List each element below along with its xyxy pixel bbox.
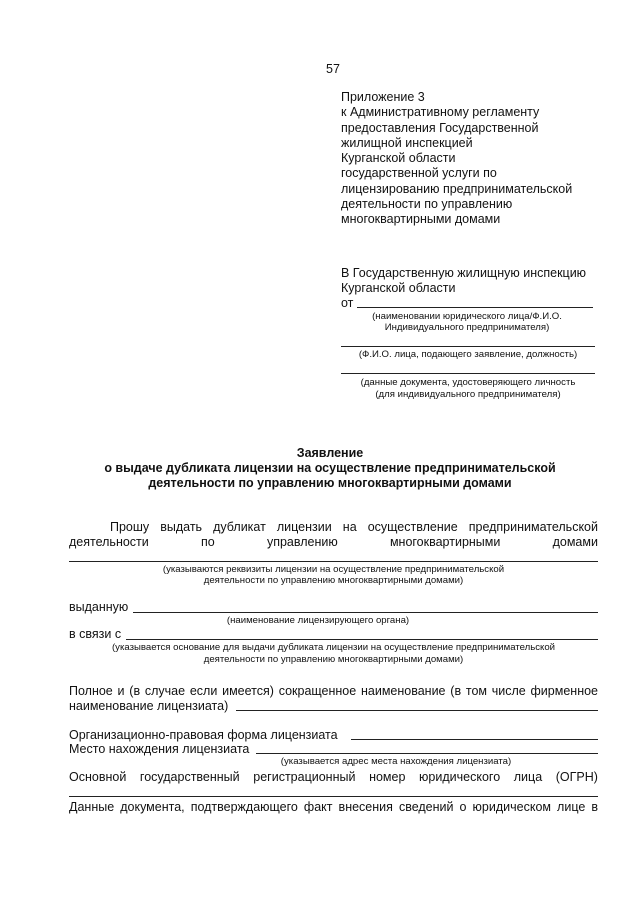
hint-reason: (указывается основание для выдачи дубликата лицензии на осуществление предпринимательской	[111, 642, 556, 653]
reason-label: в связи с	[69, 627, 122, 641]
fullname-line-1: Полное и (в случае если имеется) сокращенное наименование (в том числе фирменное	[69, 684, 598, 698]
fullname-line-2: наименование лицензиата)	[69, 699, 229, 713]
hint-person: (Ф.И.О. лица, подающего заявление, должность)	[358, 349, 578, 360]
from-label: от	[341, 296, 354, 310]
from-field-line[interactable]	[357, 307, 593, 308]
appendix-line: многоквартирными домами	[341, 212, 501, 227]
request-word: управлению	[266, 535, 338, 549]
org-form-label: Организационно-правовая форма лицензиата	[69, 728, 338, 742]
appendix-line: Приложение 3	[341, 90, 425, 104]
request-word: домами	[552, 535, 598, 549]
hint-issuer: (наименование лицензирующего органа)	[226, 615, 410, 626]
request-line-2	[69, 535, 598, 549]
issued-label: выданную	[69, 600, 129, 614]
request-line-1: Прошу выдать дубликат лицензии на осуществление предпринимательской	[110, 520, 598, 534]
request-word: деятельности	[69, 535, 149, 549]
ogrn-word: государственный	[139, 770, 240, 784]
id-document-field-line[interactable]	[341, 373, 595, 374]
addressee-line-2: Курганской области	[341, 281, 456, 295]
registry-data-line: Данные документа, подтверждающего факт внесения сведений о юридическом лице в	[69, 800, 598, 814]
appendix-line: предоставления Государственной	[341, 120, 539, 135]
appendix-line: деятельности по управлению	[341, 197, 513, 212]
title-line-3: деятельности по управлению многоквартирными домами	[148, 476, 512, 490]
hint-id-document: (данные документа, удостоверяющего личность	[360, 377, 576, 388]
ogrn-line	[69, 770, 598, 784]
ogrn-word: номер	[369, 770, 406, 784]
appendix-block	[341, 90, 572, 228]
hint-applicant-name: (наименовании юридического лица/Ф.И.О.	[372, 311, 562, 322]
ogrn-word: (ОГРН)	[555, 770, 598, 784]
request-word: многоквартирными	[389, 535, 501, 549]
appendix-line: лицензированию предпринимательской	[341, 181, 573, 196]
requisites-field-line[interactable]	[69, 561, 598, 562]
addressee-line-1: В Государственную жилищную инспекцию	[341, 266, 587, 280]
appendix-line: Курганской области	[341, 151, 456, 166]
ogrn-word: юридического	[419, 770, 501, 784]
hint-reason-2: деятельности по управлению многоквартирными домами)	[203, 654, 464, 665]
appendix-line: к Административному регламенту	[341, 105, 540, 120]
reason-field-line[interactable]	[126, 639, 598, 640]
hint-applicant-name-2: Индивидуального предпринимателя)	[384, 322, 550, 333]
issuer-field-line[interactable]	[133, 612, 598, 613]
hint-location: (указывается адрес места нахождения лицензиата)	[280, 756, 512, 767]
title-line-2: о выдаче дубликата лицензии на осуществление предпринимательской	[104, 461, 556, 475]
ogrn-field-line[interactable]	[69, 796, 598, 797]
hint-requisites-2: деятельности по управлению многоквартирными домами)	[203, 575, 464, 586]
location-label: Место нахождения лицензиата	[69, 742, 250, 756]
ogrn-word: лица	[513, 770, 543, 784]
location-field-line[interactable]	[256, 753, 598, 754]
person-field-line[interactable]	[341, 346, 595, 347]
request-word: по	[200, 535, 215, 549]
ogrn-word: регистрационный	[253, 770, 356, 784]
hint-requisites: (указываются реквизиты лицензии на осуществление предпринимательской	[162, 564, 505, 575]
fullname-field-line[interactable]	[236, 710, 598, 711]
title-line-1: Заявление	[296, 446, 364, 460]
hint-id-document-2: (для индивидуального предпринимателя)	[375, 389, 561, 400]
ogrn-word: Основной	[69, 770, 127, 784]
org-form-field-line[interactable]	[351, 739, 598, 740]
appendix-line: жилищной инспекцией	[341, 135, 473, 150]
page-number: 57	[326, 62, 340, 76]
appendix-line: государственной услуги по	[341, 166, 497, 181]
